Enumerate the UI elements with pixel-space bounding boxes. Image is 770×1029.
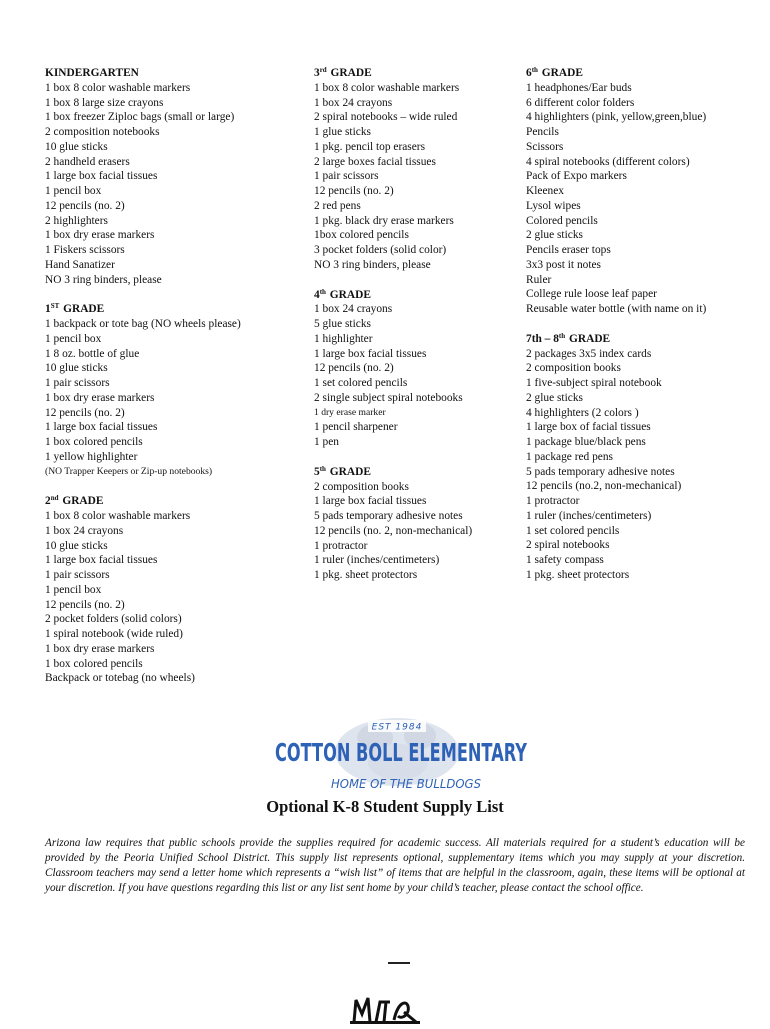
grade-heading: [526, 66, 766, 81]
grade-section: [314, 66, 514, 273]
supply-item: 1 protractor: [314, 539, 368, 552]
footer-signature-mark: [350, 992, 420, 1029]
supply-item: Hand Sanatizer: [45, 258, 115, 271]
grade-heading-prefix: 5: [314, 465, 320, 478]
supply-item: 1 box 24 crayons: [45, 524, 124, 537]
supply-item: 1 large box facial tissues: [45, 421, 158, 434]
supply-item: 1 pair scissors: [314, 170, 379, 183]
supply-item: 1 box dry erase markers: [45, 391, 155, 404]
supply-item: 1 spiral notebook (wide ruled): [45, 628, 183, 640]
intro-paragraph: Arizona law requires that public schools provide the supplies required for academic success. All materials required for a student’s education will be provided by the Peoria Unified School District. This supply list represents optional, supplementary items which you may supply at your discretion. Classroom teachers may send a letter home which represents a “wish list” of items that are helpful in the classroom, again, these items will be optional at your discretion. If you have questions regarding this list or any list sent home by your child’s teacher, please contact the school office.: [45, 837, 745, 894]
supply-item: 2 spiral notebooks – wide ruled: [314, 111, 458, 124]
supply-item: Colored pencils: [526, 214, 598, 227]
grade-heading-suffix: GRADE: [566, 332, 611, 345]
supply-item: 1 large box facial tissues: [45, 170, 158, 183]
supply-item: 1 box colored pencils: [45, 657, 143, 670]
grade-heading-prefix: 4: [314, 288, 320, 301]
supply-item: Ruler: [526, 273, 552, 286]
supply-item: 1 ruler (inches/centimeters): [526, 509, 652, 522]
supply-item: 1 pair scissors: [45, 569, 110, 581]
supply-item: 1 box 8 large size crayons: [45, 96, 164, 109]
supply-item: 1 pair scissors: [45, 377, 110, 389]
supply-item: 5 glue sticks: [314, 318, 371, 330]
supply-item: 1 8 oz. bottle of glue: [45, 347, 140, 360]
supply-item: 12 pencils (no. 2): [314, 185, 394, 197]
grade-heading: [45, 66, 305, 81]
supply-item: 12 pencils (no.2, non-mechanical): [526, 480, 682, 493]
supply-item: 1 Fiskers scissors: [45, 244, 125, 256]
supply-item: Kleenex: [526, 185, 564, 197]
grade-heading: [45, 302, 305, 317]
supply-item: 1 box colored pencils: [45, 436, 143, 448]
supply-item: 1 set colored pencils: [526, 524, 620, 537]
supply-item: 1 box dry erase markers: [45, 642, 155, 655]
supply-item: College rule loose leaf paper: [526, 288, 657, 301]
supply-item: 12 pencils (no. 2): [314, 362, 394, 375]
supply-item: 1 pkg. black dry erase markers: [314, 214, 454, 227]
supply-item: Pencils: [526, 126, 559, 138]
grade-section: [526, 332, 766, 583]
grade-heading-suffix: GRADE: [326, 465, 371, 478]
supply-item: 2 composition notebooks: [45, 126, 160, 138]
grade-heading-prefix: 6: [526, 67, 532, 79]
supply-item: 1 protractor: [526, 495, 580, 507]
grade-heading-ordinal: th: [319, 464, 326, 473]
supply-item: 4 highlighters (pink, yellow,green,blue): [526, 111, 707, 124]
supply-item: 1 pencil box: [45, 185, 102, 197]
supply-item: 1 safety compass: [526, 554, 604, 566]
supply-item: 1 package blue/black pens: [526, 436, 646, 448]
grade-heading-prefix: 1: [45, 303, 51, 316]
grade-heading-ordinal: th: [558, 331, 566, 340]
supply-item: 1 box 24 crayons: [314, 303, 393, 316]
supply-item: 1 box 8 color washable markers: [45, 81, 191, 94]
column-3: [526, 66, 766, 598]
grade-section: [314, 288, 514, 450]
supply-item: 1 box 8 color washable markers: [45, 510, 191, 522]
supply-item: 10 glue sticks: [45, 539, 108, 552]
grade-heading: [45, 494, 305, 509]
school-logo-graphic: [270, 712, 532, 798]
supply-item: 4 highlighters (2 colors ): [526, 406, 639, 419]
supply-item: 3x3 post it notes: [526, 258, 601, 271]
supply-item: 1 package red pens: [526, 450, 613, 463]
supply-item: 2 pocket folders (solid colors): [45, 613, 182, 626]
grade-heading: [314, 288, 514, 303]
supply-item: 1 large box facial tissues: [45, 554, 158, 567]
supply-item: Pack of Expo markers: [526, 170, 627, 183]
supply-item: 1 pkg. pencil top erasers: [314, 140, 426, 153]
supply-item: 1 five-subject spiral notebook: [526, 377, 662, 389]
supply-item: 2 single subject spiral notebooks: [314, 391, 463, 404]
supply-item: 2 composition books: [526, 362, 621, 375]
supply-item: 1 glue sticks: [314, 126, 371, 138]
grade-heading-suffix: GRADE: [60, 303, 105, 316]
column-2: [314, 66, 514, 598]
supply-item: 12 pencils (no. 2): [45, 598, 125, 611]
grade-section: [45, 494, 305, 686]
supply-item: 2 glue sticks: [526, 229, 583, 242]
supply-item: 1 box freezer Ziploc bags (small or large): [45, 111, 235, 124]
grade-section: [45, 302, 305, 479]
supply-item: 1 box 8 color washable markers: [314, 81, 460, 94]
supply-item: 2 packages 3x5 index cards: [526, 347, 652, 360]
grade-section: [526, 66, 766, 317]
supply-item: 2 large boxes facial tissues: [314, 155, 436, 168]
school-name: COTTON BOLL ELEMENTARY: [275, 738, 528, 767]
grade-heading: [314, 465, 514, 480]
supply-item: 1 highlighter: [314, 332, 373, 345]
supply-item: NO 3 ring binders, please: [314, 258, 431, 271]
grade-section: [314, 465, 514, 583]
supply-item: 4 spiral notebooks (different colors): [526, 155, 690, 168]
supply-item: 12 pencils (no. 2): [45, 406, 125, 419]
supply-item: 1 large box facial tissues: [314, 347, 427, 360]
grade-heading-suffix: GRADE: [538, 67, 583, 79]
grade-heading-prefix: KINDERGARTEN: [45, 67, 139, 79]
supply-item: 1 backpack or tote bag (NO wheels please): [45, 318, 241, 330]
supply-item: (NO Trapper Keepers or Zip-up notebooks): [45, 465, 213, 477]
grade-heading-suffix: GRADE: [327, 67, 372, 79]
supply-item: 3 pocket folders (solid color): [314, 244, 447, 256]
supply-item: Reusable water bottle (with name on it): [526, 303, 707, 315]
grade-heading-prefix: 3: [314, 67, 320, 79]
supply-item: 1 yellow highlighter: [45, 450, 138, 463]
grade-heading: [314, 66, 514, 81]
supply-item: 1 pkg. sheet protectors: [314, 569, 418, 581]
grade-heading-ordinal: rd: [319, 66, 327, 74]
supply-item: NO 3 ring binders, please: [45, 273, 162, 286]
footer-dash: [388, 962, 410, 964]
school-tagline: HOME OF THE BULLDOGS: [331, 776, 482, 791]
supply-item: 1 large box facial tissues: [314, 495, 427, 508]
supply-item: 1 pen: [314, 436, 339, 448]
supply-item: 1 ruler (inches/centimeters): [314, 554, 440, 567]
supply-item: 10 glue sticks: [45, 362, 108, 375]
supply-item: 1 box dry erase markers: [45, 229, 155, 242]
grade-heading: [526, 332, 766, 347]
est-text: EST 1984: [371, 722, 423, 733]
supply-item: 1 set colored pencils: [314, 377, 408, 389]
grade-heading-ordinal: th: [531, 66, 538, 74]
supply-item: 1 box 24 crayons: [314, 96, 393, 109]
supply-item: 1 pencil box: [45, 332, 102, 345]
supply-item: 2 handheld erasers: [45, 155, 130, 168]
supply-item: 2 composition books: [314, 480, 409, 493]
grade-heading-prefix: 2: [45, 495, 51, 508]
supply-item: 12 pencils (no. 2, non-mechanical): [314, 524, 473, 537]
page-title: Optional K-8 Student Supply List: [266, 797, 504, 816]
grade-heading-prefix: 7th – 8: [526, 332, 559, 345]
supply-item: Pencils eraser tops: [526, 244, 611, 256]
supply-item: 2 highlighters: [45, 214, 108, 227]
supply-item: 6 different color folders: [526, 96, 635, 109]
grade-heading-ordinal: th: [319, 287, 326, 296]
supply-item: Lysol wipes: [526, 199, 581, 212]
grade-heading-ordinal: nd: [50, 494, 59, 503]
school-logo: [270, 712, 532, 798]
supply-item: 1 large box of facial tissues: [526, 421, 651, 434]
column-1: [45, 66, 305, 701]
grade-section: [45, 66, 305, 287]
supply-item: 2 spiral notebooks: [526, 539, 610, 552]
supply-item: 1 pencil sharpener: [314, 421, 398, 434]
supply-item: 5 pads temporary adhesive notes: [314, 510, 463, 522]
supply-item: 2 glue sticks: [526, 391, 583, 404]
supply-item: 1 dry erase marker: [314, 406, 386, 418]
grade-heading-suffix: GRADE: [326, 288, 371, 301]
supply-item: 1 headphones/Ear buds: [526, 81, 632, 94]
grade-heading-ordinal: ST: [50, 302, 60, 311]
supply-item: 10 glue sticks: [45, 140, 108, 153]
supply-item: 12 pencils (no. 2): [45, 199, 125, 212]
supply-item: 1box colored pencils: [314, 229, 409, 242]
grade-heading-suffix: GRADE: [59, 495, 104, 508]
supply-item: Backpack or totebag (no wheels): [45, 672, 195, 685]
supply-item: 1 pencil box: [45, 583, 102, 596]
supply-item: 5 pads temporary adhesive notes: [526, 465, 675, 478]
supply-item: Scissors: [526, 140, 564, 153]
supply-item: 2 red pens: [314, 199, 361, 212]
supply-item: 1 pkg. sheet protectors: [526, 568, 630, 581]
